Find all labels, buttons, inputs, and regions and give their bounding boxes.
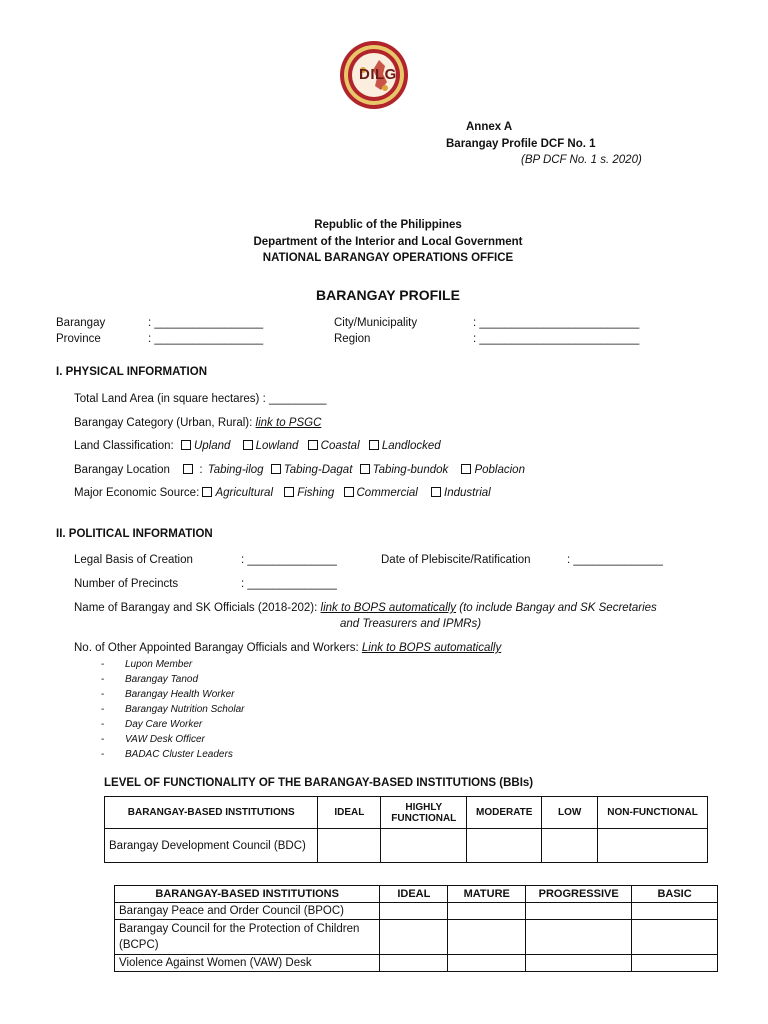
barangay-label: Barangay [56,317,106,329]
poblacion-label: Poblacion [474,464,525,476]
landlocked-option[interactable] [369,440,441,452]
progressive-cell[interactable] [526,955,632,972]
appointed-officials-list [101,657,245,762]
header-department: Department of the Interior and Local Government [253,236,523,248]
land-classification-label: Land Classification: [74,440,174,452]
table-row [115,955,718,972]
col-header: NON-FUNCTIONAL [598,797,708,829]
appointed-bops-link[interactable]: Link to BOPS automatically [361,642,502,654]
tabing-dagat-label: Tabing-Dagat [283,464,353,476]
appointed-label: No. of Other Appointed Barangay Officials and Workers: [74,642,359,654]
annex-form-series: (BP DCF No. 1 s. 2020) [521,154,642,166]
province-field[interactable]: : _________________ [148,333,264,345]
list-item: - VAW Desk Officer [101,734,205,745]
list-item: - Day Care Worker [101,719,203,730]
bcpc-cell: Barangay Council for the Protection of Children (BCPC) [115,920,380,955]
col-header: BASIC [632,886,718,903]
land-classification-row [74,440,441,452]
mature-cell[interactable] [448,920,526,955]
barangay-category-label: Barangay Category (Urban, Rural): [74,417,253,429]
tabing-bundok-checkbox[interactable] [360,464,370,474]
annex-label: Annex A [466,121,513,133]
basic-cell[interactable] [632,920,718,955]
list-item: - Lupon Member [101,659,193,670]
industrial-label: Industrial [444,487,491,499]
col-header: LOW [542,797,598,829]
lowland-checkbox[interactable] [243,440,253,450]
tabing-dagat-option[interactable] [271,464,353,476]
region-field[interactable]: : _________________________ [473,333,640,345]
bbi-functionality-table [104,796,708,863]
lowland-label: Lowland [255,440,299,452]
progressive-cell[interactable] [526,920,632,955]
commercial-option[interactable] [344,487,418,499]
moderate-cell[interactable] [467,829,542,863]
fishing-option[interactable] [284,487,334,499]
officials-note-continued: and Treasurers and IPMRs) [340,618,482,630]
col-header: PROGRESSIVE [526,886,632,903]
commercial-label: Commercial [356,487,418,499]
fishing-checkbox[interactable] [284,487,294,497]
bdc-cell: Barangay Development Council (BDC) [105,829,318,863]
section-political-heading: II. POLITICAL INFORMATION [56,528,213,540]
bpoc-cell: Barangay Peace and Order Council (BPOC) [115,903,380,920]
upland-checkbox[interactable] [181,440,191,450]
precincts-label: Number of Precincts [74,578,179,590]
col-header: IDEAL [380,886,448,903]
col-header: MODERATE [467,797,542,829]
ideal-cell[interactable] [318,829,381,863]
bbi-maturity-table [114,885,718,972]
barangay-location-row [74,464,525,476]
plebiscite-label: Date of Plebiscite/Ratification [381,554,531,566]
header-office: NATIONAL BARANGAY OPERATIONS OFFICE [262,252,514,264]
agricultural-option[interactable] [202,487,273,499]
agricultural-label: Agricultural [215,487,274,499]
coastal-checkbox[interactable] [308,440,318,450]
col-header: BARANGAY-BASED INSTITUTIONS [105,797,318,829]
dilg-logo [339,40,409,110]
highly-functional-cell[interactable] [381,829,467,863]
region-label: Region [334,333,371,345]
list-item: - BADAC Cluster Leaders [101,749,233,760]
psgc-link[interactable]: link to PSGC [255,417,322,429]
vaw-desk-cell: Violence Against Women (VAW) Desk [115,955,380,972]
list-item: - Barangay Tanod [101,674,199,685]
poblacion-option[interactable] [461,464,525,476]
table-row [115,920,718,955]
barangay-field[interactable]: : _________________ [148,317,264,329]
table-row [115,903,718,920]
landlocked-checkbox[interactable] [369,440,379,450]
table-header-row [105,797,708,829]
low-cell[interactable] [542,829,598,863]
mature-cell[interactable] [448,955,526,972]
col-header: MATURE [448,886,526,903]
landlocked-label: Landlocked [381,440,441,452]
list-item: - Barangay Nutrition Scholar [101,704,245,715]
table-row [105,829,708,863]
officials-row [74,602,657,614]
total-land-area-field[interactable]: Total Land Area (in square hectares) : _________ [74,393,327,405]
mature-cell[interactable] [448,903,526,920]
legal-basis-label: Legal Basis of Creation [74,554,193,566]
ideal-cell[interactable] [380,955,448,972]
col-header: IDEAL [318,797,381,829]
legal-basis-field[interactable]: : ______________ [241,554,337,566]
poblacion-checkbox[interactable] [461,464,471,474]
basic-cell[interactable] [632,903,718,920]
lowland-option[interactable] [243,440,299,452]
table-header-row [115,886,718,903]
location-blank-checkbox[interactable] [183,464,193,474]
industrial-option[interactable] [431,487,491,499]
tabing-bundok-option[interactable] [360,464,449,476]
location-colon: : [199,464,203,476]
officials-label: Name of Barangay and SK Officials (2018-202): [74,602,318,614]
page-title: BARANGAY PROFILE [316,287,460,303]
basic-cell[interactable] [632,955,718,972]
tabing-bundok-label: Tabing-bundok [372,464,449,476]
barangay-category-row [74,417,321,429]
precincts-field[interactable]: : ______________ [241,578,337,590]
industrial-checkbox[interactable] [431,487,441,497]
economic-source-label: Major Economic Source: [74,487,200,499]
tabing-dagat-checkbox[interactable] [271,464,281,474]
agricultural-checkbox[interactable] [202,487,212,497]
economic-source-row [74,487,491,499]
province-label: Province [56,333,101,345]
tabing-ilog-label: Tabing-ilog [207,464,264,476]
upland-option[interactable] [181,440,230,452]
progressive-cell[interactable] [526,903,632,920]
plebiscite-field[interactable]: : ______________ [567,554,663,566]
barangay-location-label: Barangay Location [74,464,170,476]
officials-note: (to include Bangay and SK Secretaries [459,602,657,614]
col-header: HIGHLY FUNCTIONAL [381,797,467,829]
fishing-label: Fishing [297,487,335,499]
tabing-ilog-option[interactable] [208,464,264,476]
ideal-cell[interactable] [380,920,448,955]
upland-label: Upland [193,440,231,452]
appointed-row [74,642,501,654]
officials-bops-link[interactable]: link to BOPS automatically [320,602,457,614]
city-label: City/Municipality [334,317,418,329]
commercial-checkbox[interactable] [344,487,354,497]
bbi-heading: LEVEL OF FUNCTIONALITY OF THE BARANGAY-BASED INSTITUTIONS (BBIs) [104,777,534,789]
header-republic: Republic of the Philippines [314,219,462,231]
section-physical-heading: I. PHYSICAL INFORMATION [56,366,207,378]
list-item: - Barangay Health Worker [101,689,235,700]
city-field[interactable]: : _________________________ [473,317,640,329]
annex-form-name: Barangay Profile DCF No. 1 [446,138,596,150]
coastal-label: Coastal [320,440,360,452]
coastal-option[interactable] [308,440,360,452]
logo-text: DILG [359,66,397,83]
non-functional-cell[interactable] [598,829,708,863]
col-header: BARANGAY-BASED INSTITUTIONS [115,886,380,903]
ideal-cell[interactable] [380,903,448,920]
